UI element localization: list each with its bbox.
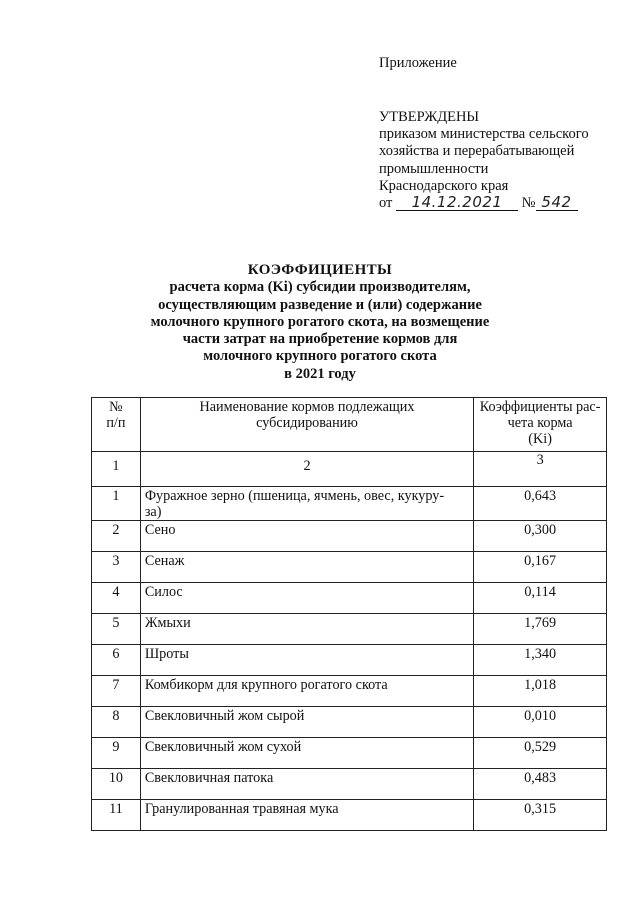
coefficient-value: 0,315: [474, 800, 607, 831]
order-line: хозяйства и перерабатывающей: [379, 143, 575, 160]
table-row: [92, 676, 607, 707]
title-line: молочного крупного рогатого скота: [203, 348, 437, 365]
column-number: 3: [474, 452, 607, 487]
coefficient-value: 0,529: [474, 738, 607, 769]
order-date-line: [379, 195, 589, 212]
handwritten-number: 542: [536, 195, 578, 211]
header-coef: Коэффициенты рас- чета корма (Ki): [474, 398, 607, 452]
title-line: осуществляющим разведение и (или) содержание: [158, 296, 482, 313]
table-row: [92, 738, 607, 769]
table-row: [92, 487, 607, 521]
feed-name: Свекловичный жом сырой: [140, 707, 473, 738]
row-number: 8: [92, 707, 141, 738]
feed-name: Фуражное зерно (пшеница, ячмень, овес, кукуру- за): [140, 487, 473, 521]
feed-name: Свекловичный жом сухой: [140, 738, 473, 769]
row-number: 10: [92, 769, 141, 800]
row-number: 2: [92, 521, 141, 552]
table-row: [92, 521, 607, 552]
from-prefix: от: [379, 195, 393, 212]
title-heading: КОЭФФИЦИЕНТЫ: [247, 262, 393, 278]
feed-name: Гранулированная травяная мука: [140, 800, 473, 831]
coefficients-table: [91, 397, 607, 831]
order-line: приказом министерства сельского: [379, 126, 589, 143]
row-number: 6: [92, 645, 141, 676]
coefficient-value: 0,300: [474, 521, 607, 552]
row-number: 11: [92, 800, 141, 831]
table-row: [92, 800, 607, 831]
row-number: 9: [92, 738, 141, 769]
table-row: [92, 645, 607, 676]
row-number: 7: [92, 676, 141, 707]
approval-block: [379, 109, 589, 212]
title-line: в 2021 году: [284, 365, 356, 382]
title-line: расчета корма (Ki) субсидии производителям,: [169, 279, 471, 296]
row-number: 4: [92, 583, 141, 614]
row-number: 5: [92, 614, 141, 645]
coefficient-value: 0,010: [474, 707, 607, 738]
coefficient-value: 1,340: [474, 645, 607, 676]
row-number: 1: [92, 487, 141, 521]
coefficient-value: 1,018: [474, 676, 607, 707]
appendix-label: Приложение: [379, 55, 457, 71]
order-line: промышленности: [379, 160, 489, 177]
row-number: 3: [92, 552, 141, 583]
table-row: [92, 769, 607, 800]
feed-name: Свекловичная патока: [140, 769, 473, 800]
table-row: [92, 583, 607, 614]
column-number: 1: [92, 452, 141, 487]
approved-heading: УТВЕРЖДЕНЫ: [379, 109, 480, 125]
header-name: Наименование кормов подлежащих субсидированию: [140, 398, 473, 452]
title-line: молочного крупного рогатого скота, на возмещение: [150, 313, 490, 330]
feed-name: Жмыхи: [140, 614, 473, 645]
coefficient-value: 0,483: [474, 769, 607, 800]
coefficient-value: 0,167: [474, 552, 607, 583]
handwritten-date: 14.12.2021: [396, 195, 518, 211]
document-title: [0, 262, 640, 383]
feed-name: Силос: [140, 583, 473, 614]
feed-name: Сено: [140, 521, 473, 552]
column-number: 2: [140, 452, 473, 487]
number-sign: №: [521, 195, 536, 212]
coefficient-value: 0,114: [474, 583, 607, 614]
table-header-row: [92, 398, 607, 452]
coefficient-value: 1,769: [474, 614, 607, 645]
column-number-row: [92, 452, 607, 487]
table-row: [92, 707, 607, 738]
table-row: [92, 552, 607, 583]
header-num: № п/п: [92, 398, 141, 452]
order-line: Краснодарского края: [379, 177, 509, 194]
coefficient-value: 0,643: [474, 487, 607, 521]
feed-name: Сенаж: [140, 552, 473, 583]
table-row: [92, 614, 607, 645]
title-line: части затрат на приобретение кормов для: [182, 331, 458, 348]
feed-name: Шроты: [140, 645, 473, 676]
feed-name: Комбикорм для крупного рогатого скота: [140, 676, 473, 707]
